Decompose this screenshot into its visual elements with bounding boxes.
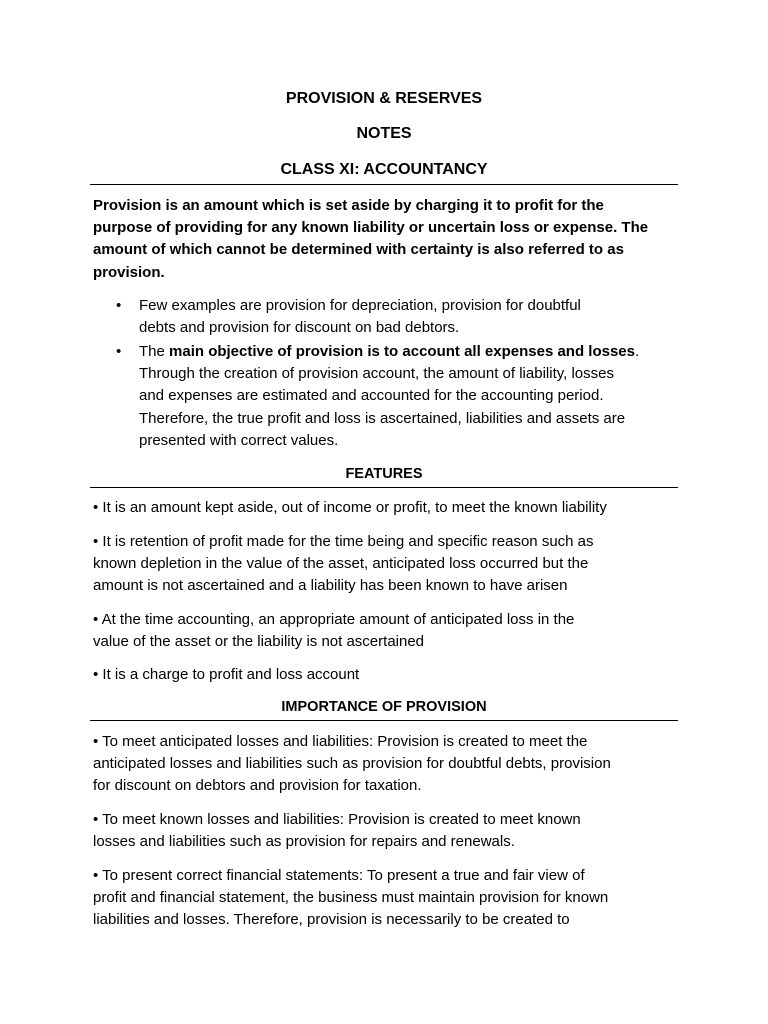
feature-line: amount is not ascertained and a liability has been known to have arisen [93,577,568,594]
feature-line: • It is an amount kept aside, out of income or profit, to meet the known liability [93,499,607,516]
importance-line: • To meet anticipated losses and liabilities: Provision is created to meet the [93,733,588,750]
doc-subtitle-notes: NOTES [356,125,412,142]
bullet-line: Through the creation of provision account, the amount of liability, losses [139,365,614,382]
feature-line: • At the time accounting, an appropriate amount of anticipated loss in the [93,611,575,628]
bullet-suffix: . [635,343,640,360]
definition-line: Provision is an amount which is set aside by charging it to profit for the [93,197,604,214]
bullet-line: Therefore, the true profit and loss is ascertained, liabilities and assets are [139,410,626,427]
bullet-line: presented with correct values. [139,432,339,449]
features-divider [90,487,678,488]
importance-divider [90,720,678,721]
definition-line: provision. [93,264,165,281]
doc-subtitle-class: CLASS XI: ACCOUNTANCY [280,161,488,178]
importance-heading: IMPORTANCE OF PROVISION [281,699,487,715]
title-divider [90,184,678,185]
bullet-line: debts and provision for discount on bad debtors. [139,319,460,336]
doc-title: PROVISION & RESERVES [285,90,483,107]
bullet-line [139,341,684,363]
importance-line: profit and financial statement, the business must maintain provision for known [93,889,609,906]
definition-line: purpose of providing for any known liability or uncertain loss or expense. The [93,219,649,236]
features-heading: FEATURES [345,466,423,482]
importance-line: liabilities and losses. Therefore, provision is necessarily to be created to [93,911,570,928]
importance-line: for discount on debtors and provision for taxation. [93,777,422,794]
bullet-emphasis: main objective of provision is to account all expenses and losses [169,343,635,360]
feature-line: value of the asset or the liability is not ascertained [93,633,425,650]
feature-line: known depletion in the value of the asset, anticipated loss occurred but the [93,555,589,572]
feature-line: • It is a charge to profit and loss account [93,666,360,683]
importance-line: losses and liabilities such as provision for repairs and renewals. [93,833,515,850]
bullet-line: and expenses are estimated and accounted for the accounting period. [139,387,604,404]
importance-line: • To meet known losses and liabilities: Provision is created to meet known [93,811,581,828]
bullet-prefix: The [139,343,170,360]
bullet-line: Few examples are provision for depreciation, provision for doubtful [139,297,581,314]
definition-line: amount of which cannot be determined with certainty is also referred to as [93,241,624,258]
importance-line: anticipated losses and liabilities such as provision for doubtful debts, provision [93,755,611,772]
bullet-marker: • [116,297,122,314]
bullet-marker: • [116,343,122,360]
feature-line: • It is retention of profit made for the time being and specific reason such as [93,533,594,550]
importance-line: • To present correct financial statements: To present a true and fair view of [93,867,585,884]
